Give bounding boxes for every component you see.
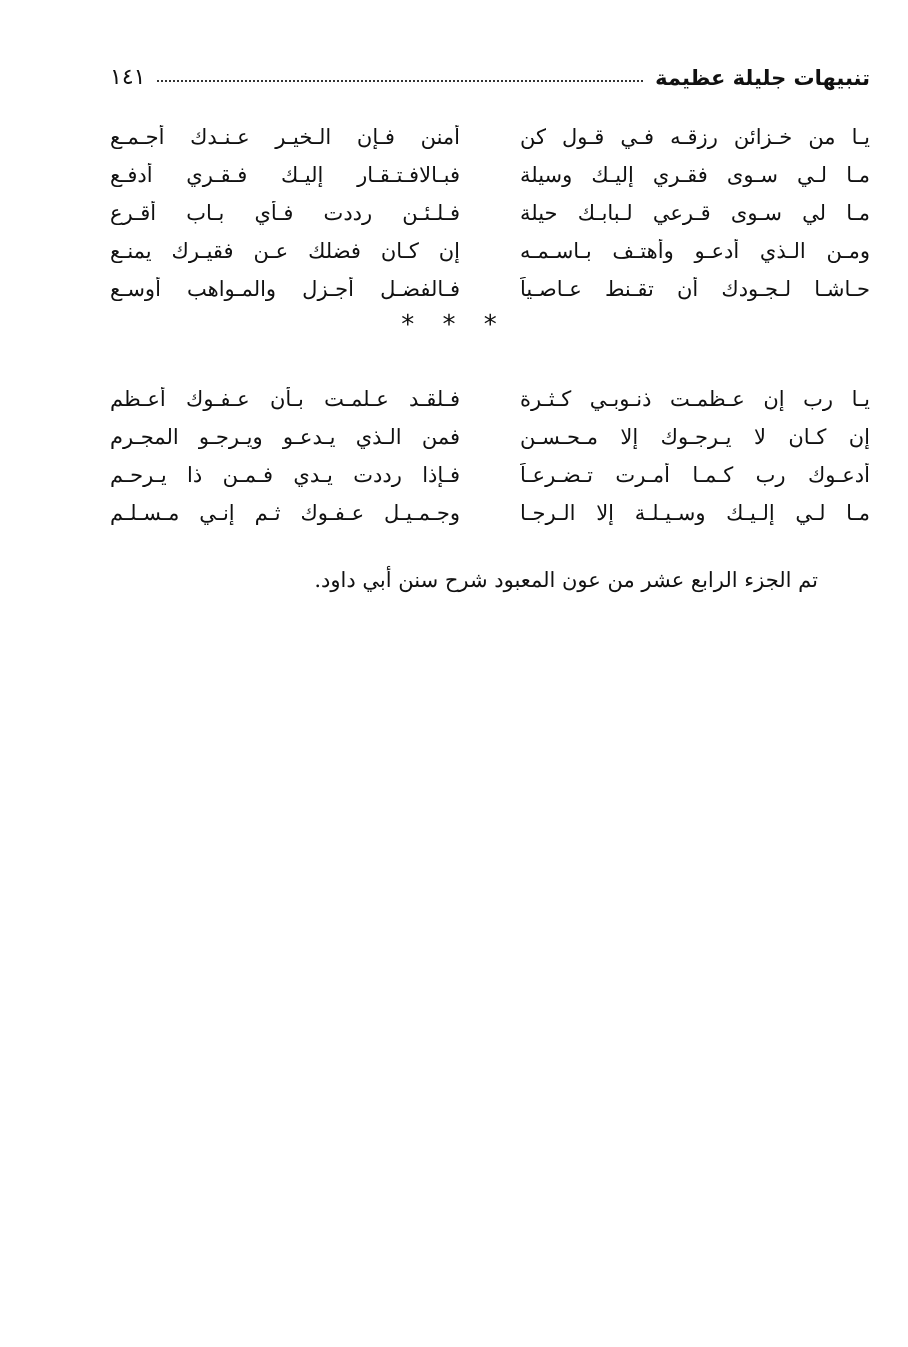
- verse-first-hemistich: يـا رب إن عـظمـت ذنـوبـي كـثـرة: [520, 387, 870, 411]
- verse-row: [110, 156, 870, 194]
- verse-row: [110, 194, 870, 232]
- dot-leader: [157, 80, 643, 82]
- poem-stanza-2: [110, 380, 870, 532]
- verse-first-hemistich: ومـن الـذي أدعـو وأهتـف بـاسـمـه: [520, 239, 870, 263]
- verse-second-hemistich: وجـمـيـل عـفـوك ثـم إنـي مـسـلـم: [110, 501, 460, 525]
- verse-first-hemistich: أدعـوك رب كـمـا أمـرت تـضـرعـاً: [520, 463, 870, 487]
- verse-first-hemistich: إن كـان لا يـرجـوك إلا مـحـسـن: [520, 425, 870, 449]
- verse-first-hemistich: يـا من خـزائن رزقـه فـي قـول كن: [520, 125, 870, 149]
- verse-second-hemistich: فـلـئـن رددت فـأي بـاب أقـرع: [110, 201, 460, 225]
- poem-stanza-1: [110, 118, 870, 308]
- verse-second-hemistich: فـالفضـل أجـزل والمـواهب أوسـع: [110, 277, 460, 301]
- verse-first-hemistich: حـاشـا لـجـودك أن تقـنط عـاصـياً: [520, 277, 870, 301]
- verse-row: [110, 380, 870, 418]
- verse-row: [110, 232, 870, 270]
- verse-row: [110, 456, 870, 494]
- running-title: تنبيهات جليلة عظيمة: [655, 66, 870, 90]
- page-header: [110, 58, 870, 90]
- verse-second-hemistich: فـإذا رددت يـدي فـمـن ذا يـرحـم: [110, 463, 460, 487]
- colophon-text: تم الجزء الرابع عشر من عون المعبود شرح سنن أبي داود.: [314, 568, 818, 592]
- verse-second-hemistich: إن كـان فضلك عـن فقيـرك يمنـع: [110, 239, 460, 263]
- verse-row: [110, 118, 870, 156]
- verse-row: [110, 418, 870, 456]
- verse-second-hemistich: أمنن فـإن الـخيـر عـنـدك أجـمـع: [110, 125, 460, 149]
- verse-row: [110, 270, 870, 308]
- verse-first-hemistich: مـا لـي إلـيـك وسـيـلـة إلا الـرجـا: [520, 501, 870, 525]
- verse-first-hemistich: مـا لـي سـوى فقـري إليـك وسيلة: [520, 163, 870, 187]
- verse-second-hemistich: فبـالافـتـقـار إليـك فـقـري أدفـع: [110, 163, 460, 187]
- verse-first-hemistich: مـا لي سـوى قـرعي لـبابـك حيلة: [520, 201, 870, 225]
- verse-second-hemistich: فـلقـد عـلمـت بـأن عـفـوك أعـظم: [110, 387, 460, 411]
- page-number: ١٤١: [110, 65, 146, 90]
- verse-row: [110, 494, 870, 532]
- stanza-separator: * * *: [401, 310, 507, 340]
- verse-second-hemistich: فمن الـذي يـدعـو ويـرجـو المجـرم: [110, 425, 460, 449]
